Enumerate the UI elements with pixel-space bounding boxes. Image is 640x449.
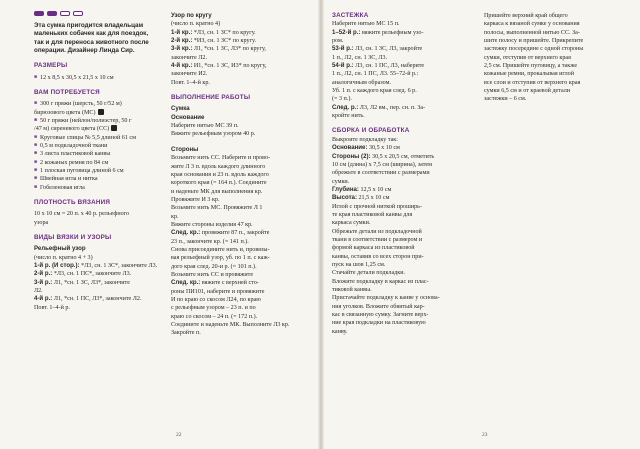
clasp-row-text: ром. — [332, 38, 344, 45]
relief-row — [34, 279, 164, 287]
assembly-row-text: Выкроите подкладку так: — [332, 136, 398, 143]
assembly-row-text: сумки. — [332, 178, 350, 185]
sides-row-text: короткого края (= 164 п.). Соедините — [171, 180, 267, 187]
assembly-row-text: Вложите подкладку в каркас из плас- — [332, 278, 429, 285]
assembly-row — [332, 328, 477, 336]
sides-row-text: и наденьте МК для выполнения кр. — [171, 188, 263, 195]
sides-row-label: След. кр.: — [171, 229, 201, 237]
assembly-row-text: Стачайте детали подкладки. — [332, 270, 406, 277]
finish-line: сумки 6,5 см и от краевой детали — [484, 88, 571, 95]
sides-row — [171, 313, 313, 321]
finish-line: шите полосу и пришейте. Прикрепите — [484, 38, 584, 45]
spacer — [34, 192, 164, 199]
sides-row — [171, 288, 313, 296]
clasp-row — [332, 62, 477, 70]
clasp-row-label: 1–52-й р.: — [332, 28, 361, 36]
finish-line: Пришейте верхний край общего — [484, 13, 568, 19]
clasp-row — [332, 54, 477, 62]
relief-row-text: *Л3, сн. 1 ПС*, закончите Л3. — [52, 271, 132, 278]
clasp-row — [332, 70, 477, 78]
intro-line: так и для переноса животного после — [34, 38, 149, 46]
materials-item — [34, 125, 164, 133]
sides-row-text: 23 п., закончите кр. (= 141 п.). — [171, 238, 249, 245]
assembly-row-text: 30,5 х 20,5 см, отметить — [370, 153, 435, 160]
assembly-row — [332, 286, 477, 294]
section-heading-work: ВЫПОЛНЕНИЕ РАБОТЫ — [171, 94, 251, 102]
materials-item-text: 3 листа пластиковой канвы — [40, 151, 111, 158]
assembly-row — [332, 253, 477, 261]
round-row-label: 1-й кр.: — [171, 28, 193, 36]
clasp-row-text: аналогичным образом. — [332, 79, 391, 86]
sides-row — [171, 321, 313, 329]
sides-row-text: И по краю со скосом Л24, по краю — [171, 297, 261, 303]
sides-row — [171, 229, 313, 237]
relief-row — [34, 287, 164, 295]
chart-symbol-icon — [111, 125, 117, 131]
sides-row-text: вяжите с верхней сто- — [200, 280, 259, 287]
relief-row — [34, 270, 164, 278]
sides-row — [171, 221, 313, 229]
assembly-row-text: 30,5 х 10 см — [367, 145, 400, 152]
section-heading-assembly: СБОРКА И ОБРАБОТКА — [332, 127, 410, 135]
sides-row — [171, 279, 313, 287]
round-row-text: Повт. 1–4-й кр. — [171, 79, 210, 86]
assembly-row-text: обрежьте в соответствии с размерами — [332, 170, 430, 177]
clasp-row-text: Л3, сн. 1 ЗС, Л3, закройте — [353, 46, 423, 53]
materials-item — [34, 100, 164, 108]
finish-line: кожаные ремни, прокалывая иглой — [484, 71, 574, 78]
assembly-row — [332, 169, 477, 177]
sides-row-label: След. кр.: — [171, 279, 201, 287]
clasp-row — [332, 104, 477, 112]
round-row — [171, 70, 313, 78]
spacer — [171, 87, 313, 94]
clasp-row — [332, 45, 477, 53]
assembly-row-text: Пристачайте подкладку к канве у основа- — [332, 295, 440, 302]
round-row-text: *ИЗ, сн. 1 ЗС* по кругу. — [192, 38, 256, 45]
section-heading-sizes: РАЗМЕРЫ — [34, 62, 68, 70]
round-row-text: И1, *сн. 1 ЗС, И3* по кругу, — [192, 63, 267, 70]
intro-line: операции. Дизайнер Линда Сир. — [34, 46, 135, 54]
intro-line: маленьких собачек как для поездок, — [34, 30, 149, 38]
sides-row — [171, 296, 313, 304]
section-heading-stitches: ВИДЫ ВЯЗКИ И УЗОРЫ — [34, 234, 112, 242]
assembly-row — [332, 303, 477, 311]
clasp-row-text: Л3, Л2 вм., пер. сн. п. За- — [358, 104, 426, 111]
finish-line: застежки – 6 см. — [484, 96, 527, 103]
sides-row-text: Провяжите И 3 кр. — [171, 196, 220, 203]
sides-row-text: провяжите 87 п., закройте — [200, 230, 270, 237]
materials-item-text: бирюзового цвета (МС) — [34, 109, 96, 116]
right-page — [324, 0, 640, 449]
clasp-row-label: 54-й р.: — [332, 62, 354, 70]
clasp-row-text: 1 п., Л2, сн. 1 ЗС, Л3. — [332, 54, 388, 61]
round-pattern-heading: Узор по кругу — [171, 12, 212, 19]
sides-row — [171, 246, 313, 254]
left-page — [0, 0, 318, 449]
materials-item — [34, 159, 164, 167]
assembly-row-text: тиковой канвы. — [332, 287, 372, 293]
clasp-row-label: 53-й р.: — [332, 45, 354, 53]
assembly-row-label: Высота: — [332, 194, 357, 202]
assembly-row-text: 12,5 х 10 см — [358, 186, 392, 193]
sides-row-text: Соедините и наденьте МК. Выполните Л3 кр. — [171, 322, 290, 329]
clasp-row — [332, 95, 477, 103]
round-row-text: Л1, *сн. 1 ЗС, Л3* по кругу, — [192, 46, 266, 53]
relief-row-text: (число п. кратно 4 + 3) — [34, 254, 93, 261]
assembly-row — [332, 186, 477, 194]
assembly-row-text: каркаса сумки. — [332, 220, 371, 227]
assembly-row — [332, 161, 477, 169]
materials-item — [34, 175, 164, 183]
assembly-row — [332, 211, 477, 219]
finish-line: застежку посередине с одной стороны — [484, 46, 584, 53]
round-row-text: (число п. кратно 4) — [171, 21, 221, 28]
clasp-row — [332, 29, 477, 37]
sides-row — [171, 213, 313, 221]
clasp-row-text: кройте нить. — [332, 113, 365, 120]
spacer — [171, 139, 313, 146]
round-row — [171, 37, 313, 45]
finish-line: полосы, выполненной нитью СС. За- — [484, 29, 580, 36]
finish-line: каркаса к вязаной сумке у основания — [484, 21, 580, 28]
assembly-row-text: формой каркаса из пластиковой — [332, 245, 415, 252]
round-row — [171, 20, 313, 28]
materials-item — [34, 167, 164, 175]
round-row-text: закончите Л2. — [171, 54, 207, 61]
left-column-2 — [171, 12, 313, 338]
gauge-line: узора — [34, 219, 49, 226]
materials-item-text: 2 кожаных ремня по 84 см — [40, 159, 109, 166]
page-number-left: 22 — [176, 432, 182, 438]
section-heading-gauge: ПЛОТНОСТЬ ВЯЗАНИЯ — [34, 199, 111, 206]
assembly-row — [332, 228, 477, 236]
assembly-row-text: кас в связанную сумку. Загните верх- — [332, 312, 429, 319]
clasp-row — [332, 20, 477, 28]
sides-row-text: Вяжите стороны изделия 47 кр. — [171, 221, 253, 228]
assembly-row — [332, 278, 477, 286]
relief-row-label: 2-й р.: — [34, 270, 53, 278]
assembly-row-text: канву. — [332, 328, 348, 335]
materials-item — [34, 142, 164, 150]
sides-row — [171, 163, 313, 171]
relief-row — [34, 304, 164, 312]
assembly-row — [332, 294, 477, 302]
assembly-row — [332, 178, 477, 186]
assembly-row — [332, 319, 477, 327]
relief-row-text: Л2. — [34, 288, 43, 295]
round-row-text: *Л3, сн. 1 ЗС* по кругу. — [192, 29, 256, 36]
assembly-row-text: Иглой с прочной ниткой проширь- — [332, 203, 422, 210]
materials-item-text: 50 г пряжи (нейлон/полиэстер, 50 г — [40, 117, 132, 124]
sides-row-text: Возьмите нить СС. Наберите и прово- — [171, 155, 271, 162]
relief-row-text: Л1, *сн. 1 ЗС, Л3*, закончите — [52, 279, 130, 286]
sides-row — [171, 154, 313, 162]
clasp-row-text: Наберите нитью МС 15 п. — [332, 21, 400, 28]
relief-row-text: Л1, *сн. 1 ПС, Л3*, закончите Л2. — [52, 296, 142, 303]
right-column-1 — [332, 12, 477, 336]
materials-item-text: Круговые спицы № 5,5 длиной 61 см — [40, 134, 136, 141]
base-line: Наберите нитью МС 39 п. — [171, 123, 239, 130]
sides-row — [171, 188, 313, 196]
sides-row — [171, 263, 313, 271]
assembly-row-text: 10 см (длина) х 7,5 см (ширина), затем — [332, 161, 432, 168]
base-heading: Основание — [171, 113, 205, 121]
relief-row-text: *Л3, сн. 1 ЗС*, закончите Л3. — [79, 263, 158, 270]
assembly-row-text: Обрежьте детали из подкладочной — [332, 228, 422, 235]
materials-item-text: 300 г пряжи (шерсть, 50 г/52 м) — [40, 101, 122, 108]
sides-row-text: Возьмите нить МС. Провяжите Л 1 — [171, 205, 263, 212]
relief-row — [34, 295, 164, 303]
round-row — [171, 54, 313, 62]
round-row — [171, 62, 313, 70]
assembly-row — [332, 153, 477, 161]
sides-row — [171, 179, 313, 187]
clasp-row — [332, 87, 477, 95]
materials-item-text: Швейная игла и нитка — [40, 176, 98, 183]
clasp-row — [332, 112, 477, 120]
sides-row — [171, 238, 313, 246]
assembly-row-text: ткани в соответствии с размером и — [332, 236, 423, 243]
assembly-row-label: Стороны (2): — [332, 152, 371, 160]
assembly-row — [332, 144, 477, 152]
sides-row — [171, 271, 313, 279]
spacer — [34, 55, 164, 62]
materials-item — [34, 109, 164, 117]
spacer — [34, 227, 164, 234]
clasp-row-text: 1 п., Л2, сн. 1 ПС, Л3. 55–72-й р.: — [332, 71, 419, 78]
assembly-row-text: 21,5 х 10 см — [356, 195, 390, 202]
round-row-label: 4-й кр.: — [171, 62, 193, 70]
page-number-right: 23 — [482, 432, 488, 438]
assembly-row — [332, 203, 477, 211]
base-line: Вяжите рельефным узором 40 р. — [171, 131, 256, 138]
left-column-1 — [34, 22, 164, 312]
section-heading-materials: ВАМ ПОТРЕБУЕТСЯ — [34, 88, 100, 96]
assembly-row-text: те края пластиковой канвы для — [332, 211, 413, 218]
bag-heading: Сумка — [171, 105, 190, 113]
sides-row-text: Снова присоедините нить и, провязы- — [171, 246, 270, 253]
assembly-row — [332, 194, 477, 202]
materials-item-text: /47 м) сиреневого цвета (СС) — [34, 126, 110, 133]
materials-item — [34, 117, 164, 125]
clasp-row-label: След. р.: — [332, 103, 359, 111]
round-row — [171, 45, 313, 53]
materials-item-text: Гобеленовая игла — [40, 184, 85, 191]
assembly-row — [332, 269, 477, 277]
sides-row — [171, 171, 313, 179]
round-row — [171, 29, 313, 37]
round-row-label: 2-й кр.: — [171, 37, 193, 45]
section-heading-clasp: ЗАСТЕЖКА — [332, 12, 369, 19]
assembly-row — [332, 244, 477, 252]
assembly-row-text: ния уголков. Вложите обвитый кар- — [332, 303, 425, 310]
relief-pattern-heading: Рельефный узор — [34, 245, 86, 253]
chart-symbol-icon — [98, 109, 104, 115]
sides-row — [171, 329, 313, 337]
assembly-row-text: канвы, оставив со всех сторон при- — [332, 253, 424, 260]
round-row-text: закончите И2. — [171, 71, 208, 78]
materials-item-text: 1 плоская пуговица длиной 6 см — [40, 167, 124, 174]
materials-item-text: 0,5 м подкладочной ткани — [40, 142, 108, 149]
spacer — [34, 82, 164, 89]
clasp-row-text: Л3, сн. 1 ПС, Л3, наберите — [353, 63, 425, 70]
assembly-row — [332, 261, 477, 269]
sizes-value: ■ 12 х 8,5 х 30,5 х 21,5 х 10 см — [34, 74, 164, 82]
assembly-row-text: пуск на шов 1,25 см. — [332, 261, 386, 268]
assembly-row — [332, 219, 477, 227]
sides-row — [171, 204, 313, 212]
sides-row-text: Закройте п. — [171, 330, 201, 337]
sides-row-text: роны ПИ101, наберите и провяжите — [171, 288, 265, 295]
sides-heading: Стороны — [171, 145, 199, 153]
round-row-label: 3-й кр.: — [171, 45, 193, 53]
sides-row-text: краю со скосом – 24 п. (= 172 п.). — [171, 313, 258, 320]
sides-row-text: жите Л 3 п. вдоль каждого длинного — [171, 163, 266, 170]
clasp-row-text: вяжите рельефным узо- — [360, 29, 424, 36]
materials-item — [34, 150, 164, 158]
sides-row-text: с рельефным узором – 23 п. и по — [171, 305, 256, 312]
relief-row-label: 4-й р.: — [34, 295, 53, 303]
clasp-row-text: Уб. 1 п. с каждого края след. 6 р. — [332, 88, 417, 95]
sides-row — [171, 196, 313, 204]
round-row — [171, 79, 313, 87]
sides-row-text: края основания и 23 п. вдоль каждого — [171, 171, 269, 178]
gauge-line: 10 х 10 см = 20 п. х 40 р. рельефного — [34, 211, 130, 218]
clasp-row — [332, 37, 477, 45]
sides-row-text: кр. — [171, 213, 179, 220]
assembly-row-label: Глубина: — [332, 185, 359, 193]
materials-item — [34, 184, 164, 192]
assembly-row — [332, 311, 477, 319]
relief-row — [34, 254, 164, 262]
sides-row — [171, 304, 313, 312]
sides-row — [171, 254, 313, 262]
assembly-row — [332, 236, 477, 244]
clasp-row-text: (= 3 п.). — [332, 96, 352, 103]
spacer — [332, 120, 477, 127]
assembly-row-label: Основание: — [332, 144, 368, 152]
finish-line: все слои и отступив от верхнего края — [484, 79, 581, 86]
clasp-row — [332, 79, 477, 87]
relief-row-label: 3-й р.: — [34, 278, 53, 286]
sides-row-text: Возьмите нить СС и провяжите — [171, 271, 254, 278]
relief-row-text: Повт. 1–4-й р. — [34, 304, 70, 311]
finish-line: сумки, отступив от верхнего края — [484, 54, 571, 61]
relief-row-label: 1-й р. (И стор.): — [34, 262, 80, 270]
assembly-row — [332, 136, 477, 144]
intro-line: Эта сумка пригодится владельцам — [34, 22, 144, 29]
header-decoration-icon — [34, 11, 83, 16]
sides-row-text: дого края след. 20-и р. (= 101 п.). — [171, 263, 257, 270]
relief-row — [34, 262, 164, 270]
materials-item — [34, 134, 164, 142]
finish-line: 2,5 см. Пришейте пуговицу, а также — [484, 63, 578, 70]
assembly-row-text: ние края подкладки на пластиковую — [332, 320, 426, 327]
right-column-2 — [484, 12, 629, 104]
sides-row-text: вая рельефный узор, уб. по 1 п. с каж- — [171, 255, 270, 262]
